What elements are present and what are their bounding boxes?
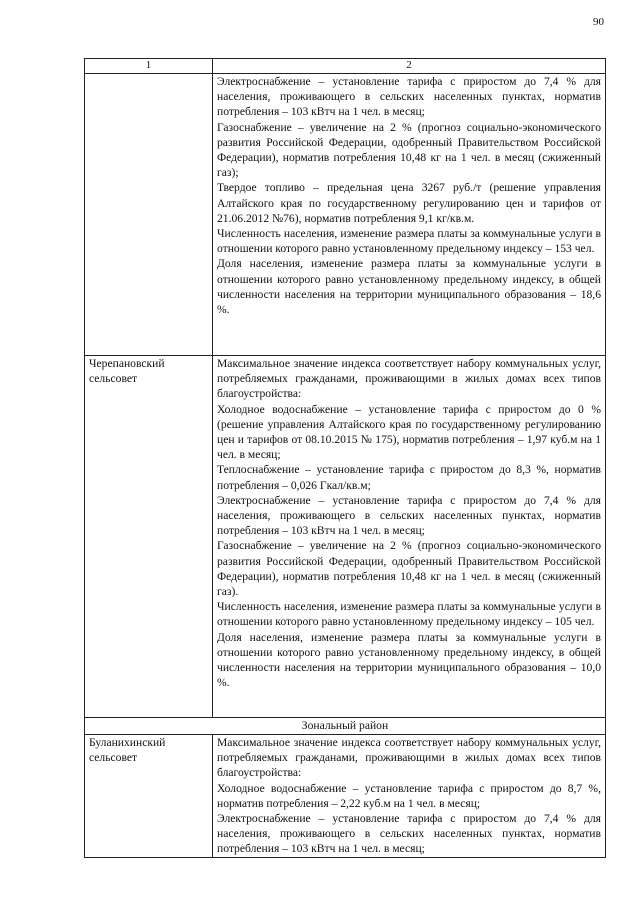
column-header-2: 2 xyxy=(213,59,606,74)
paragraph-solid-fuel: Твердое топливо – предельная цена 3267 руб./т (решение управления Алтайского края по государственному регулированию цен и тарифов от 21.06.2012 №76), норматив потребления 9,1 кг/кв.м. xyxy=(217,181,601,225)
table-header-row xyxy=(85,59,606,74)
page-number: 90 xyxy=(593,16,604,28)
paragraph-electricity: Электроснабжение – установление тарифа с приростом до 7,4 % для населения, проживающего в сельских населенных пунктах, норматив потребления – 103 кВтч на 1 чел. в месяц; xyxy=(217,75,601,119)
paragraph-population-count: Численность населения, изменение размера платы за коммунальные услуги в отношении которого равно установленному предельному индексу – 105 чел. xyxy=(217,600,601,629)
paragraph-electricity: Электроснабжение – установление тарифа с приростом до 7,4 % для населения, проживающего в сельских населенных пунктах, норматив потребления – 103 кВтч на 1 чел. в месяц; xyxy=(217,812,601,856)
paragraph-cold-water: Холодное водоснабжение – установление тарифа с приростом до 8,7 %, норматив потребления – 2,22 куб.м на 1 чел. в месяц; xyxy=(217,781,601,810)
paragraph-cold-water: Холодное водоснабжение – установление тарифа с приростом до 0 % (решение управления Алтайского края по государственному регулированию цен и тарифов от 08.10.2015 № 175), норматив потребления – 1,97 куб.м на 1 чел. в месяц; xyxy=(217,402,601,462)
paragraph-population-share: Доля населения, изменение размера платы за коммунальные услуги в отношении которого равно установленному предельному индексу, в общей численности населения на территории муниципального образования – 10,0 %. xyxy=(217,630,601,690)
paragraph-population-share: Доля населения, изменение размера платы за коммунальные услуги в отношении которого равно установленному предельному индексу, в общей численности населения на территории муниципального образования – 18,6 %. xyxy=(217,257,601,317)
paragraph-gas: Газоснабжение – увеличение на 2 % (прогноз социально-экономического развития Российской Федерации, одобренный Правительством Российской Федерации), норматив потребления 10,48 кг на 1 чел. в месяц (сжиженный газ); xyxy=(217,120,601,180)
column-header-1: 1 xyxy=(85,59,213,74)
paragraph-electricity: Электроснабжение – установление тарифа с приростом до 7,4 % для населения, проживающего в сельских населенных пунктах, норматив потребления – 103 кВтч на 1 чел. в месяц; xyxy=(217,493,601,538)
municipality-name: Буланихинский сельсовет xyxy=(85,735,213,858)
paragraph-index-intro: Максимальное значение индекса соответствует набору коммунальных услуг, потребляемых гражданами, проживающими в жилых домах всех типов благоустройства: xyxy=(217,357,601,401)
table-row-cherepanovsky xyxy=(85,356,606,718)
row-description xyxy=(213,356,606,718)
row-description xyxy=(213,735,606,858)
municipality-name: Черепановский сельсовет xyxy=(85,356,213,718)
municipality-name xyxy=(85,74,213,356)
row-description xyxy=(213,74,606,356)
paragraph-heating: Теплоснабжение – установление тарифа с приростом до 8,3 %, норматив потребления – 0,026 Гкал/кв.м; xyxy=(217,463,601,492)
paragraph-gas: Газоснабжение – увеличение на 2 % (прогноз социально-экономического развития Российской Федерации, одобренный Правительством Российской Федерации), норматив потребления 10,48 кг на 1 чел. в месяц (сжиженный газ). xyxy=(217,539,601,599)
paragraph-population-count: Численность населения, изменение размера платы за коммунальные услуги в отношении которого равно установленному предельному индексу – 153 чел. xyxy=(217,227,601,256)
section-row xyxy=(85,718,606,735)
table-row-continued xyxy=(85,74,606,356)
section-title: Зональный район xyxy=(85,718,606,735)
paragraph-index-intro: Максимальное значение индекса соответствует набору коммунальных услуг, потребляемых гражданами, проживающими в жилых домах всех типов благоустройства: xyxy=(217,736,601,780)
tariff-table xyxy=(84,58,606,858)
table-row-bulanikhinsky xyxy=(85,735,606,858)
